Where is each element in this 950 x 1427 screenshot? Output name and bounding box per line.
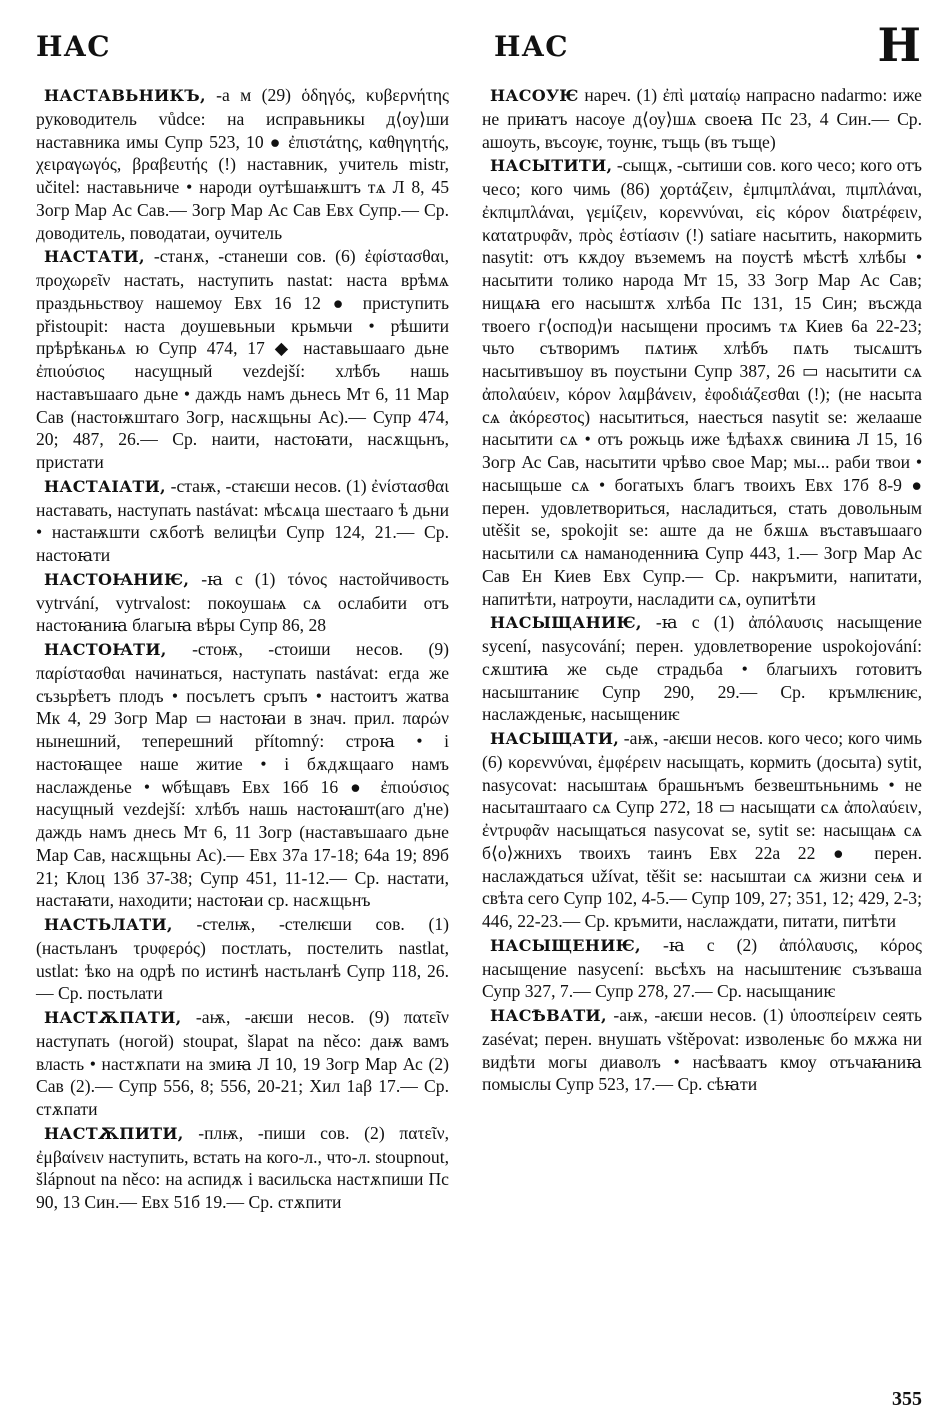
entry-body: -ꙗ с (1) ἀπόλαυσις насыщение sycení, nasycování; перен. удовлетворение uspokojování: сѫштиꙗ же сьде страдьба • благыихъ готовитъ насыштаниѥ Супр 290, 29.— Ср. кръмлѥниѥ, наслажденьѥ, насыщениѥ [482,612,922,725]
page-number: 355 [892,1388,922,1410]
entry-body: нареч. (1) ἐπὶ ματαίῳ напрасно nadarmo: иже не приꙗтъ насоуе д⟨оу⟩шѧ своеꙗ Пс 23, 4 Син.— Ср. ашоуть, въсоуѥ, тоунѥ, тъщь (въ тъще) [482,85,922,152]
entry-headword: НАСТАІАТИ, [44,476,166,496]
entry-headword: НАСТАТИ, [44,247,145,267]
dictionary-entry [36,245,449,474]
entry-body: -ꙗ с (1) τόνος настойчивость vytrvání, vytrvalost: покоушаѩ сѧ ослабити отъ настоꙗниꙗ благыꙗ вѣры Супр 86, 28 [36,568,449,636]
entry-headword: НАСТОꙖТИ, [44,640,167,659]
entry-body: -станѫ, -станеши сов. (6) ἐφίστασθαι, προχωρεῖν настать, наступить nastat: наста врѣмѧ праздьньствоу нашемоу Евх 16 12 ● приступить přistoupit: наста доушевьныи крьмьчи • рѣшити прѣрѣканьѧ ю Супр 474, 17 ◆ наставьшааго дьне ἐπιούσιος насущный vezdejší: хлѣбъ нашь наставъшааго дьне • даждь намъ дьнесь Мт 6, 11 Мар Сав (настоѭштаго Зогр, насѫщьны Ас).— Супр 474, 20; 487, 26.— Ср. наити, настоꙗти, насѫщьнъ, пристати [36,246,449,472]
dictionary-entry [36,638,449,912]
dictionary-entry [482,1004,922,1096]
entry-body: -а м (29) ὁδηγός, κυβερνήτης руководитель vůdce: на исправьникы д⟨оу⟩ши наставника имы Супр 523, 10 ● ἐπιστάτης, καθηγητής, χειραγωγός, βραβευτής (!) наставник, учитель mistr, učitel: наставьниче • народи оутѣшаѭштъ тѧ Л 8, 45 Зогр Мар Ас Сав.— Зогр Мар Ас Сав Евх Супр.— Ср. доводитель, поводатаи, оучитель [36,85,449,243]
entry-headword: НАСЫЩЕНИѤ, [490,935,641,955]
dictionary-entry [482,934,922,1003]
entry-body: -плѭ, -пиши сов. (2) πατεῖν, ἐμβαίνειν наступить, встать на кого-л., что-л. stoupnout, šlápnout na něco: на аспидѫ і васильска настѫпиши Пс 90, 13 Син.— Евх 51б 19.— Ср. стѫпити [36,1122,449,1212]
dictionary-entry [36,1006,449,1121]
dictionary-entry [36,1122,449,1214]
entry-body: -стаѭ, -стаѥши несов. (1) ἐνίστασθαι наставать, наступать nastávat: мѣсѧца шестааго ѣ дьни • настаѭшти сѫботѣ велицѣи Супр 124, 21.— Ср. настоꙗти [36,475,449,565]
dictionary-entry [36,568,449,637]
entry-headword: НАСТѪПАТИ, [44,1008,182,1027]
running-head-left: НАС [36,30,111,63]
dictionary-entry [482,727,922,933]
entry-headword: НАСЫТИТИ, [490,156,613,176]
entry-body: -аѭ, -аѥши несов. (1) ὑποσπείρειν сеять zasévat; перен. внушать vštěpovat: изволеньѥ бо мѫжа ни видѣти могы диаволъ • насѣваатъ кмоу отъчаꙗниꙗ помыслы Супр 523, 17.— Ср. сѣꙗти [482,1005,922,1095]
running-head-center: НАС [494,30,569,63]
left-column [36,84,449,1215]
entry-body: -ꙗ с (2) ἀπόλαυσις, κόρος насыщение nasycení: вьсѣхъ на насыштениѥ съзъваша Супр 327, 7.— Супр 278, 27.— Ср. насыщаниѥ [482,934,922,1002]
entry-headword: НАСЫЩАНИѤ, [490,613,642,633]
entry-headword: НАСѢВАТИ, [490,1006,607,1025]
dictionary-entry [482,611,922,726]
dictionary-entry [36,475,449,567]
right-column [482,84,922,1097]
entry-headword: НАСТѪПИТИ, [44,1123,184,1143]
entry-body: -аѭ, -аѥши несов. (9) πατεῖν наступать (ногой) stoupat, šlapat na něco: даѭ вамъ власть • настѫпати на змиꙗ Л 10, 19 Зогр Мар Ас (2) Сав (2).— Супр 556, 8; 556, 20-21; Хил 1аβ 17.— Ср. стѫпати [36,1007,449,1119]
dictionary-entry [36,913,449,1005]
entry-body: -стелѭ, -стелѥши сов. (1) (настьланъ τρυφερός) постлать, постелить nastlat, ustlat: ѣко на одрѣ по истинѣ настьланѣ Супр 118, 26.— Ср. постьлати [36,914,449,1004]
entry-headword: НАСТОꙖНИѤ, [44,569,190,589]
dictionary-entry [36,84,449,244]
entry-headword: НАСТАВЬНИКЪ, [44,86,206,105]
entry-headword: НАСТЬЛАТИ, [44,915,173,934]
entry-body: -стоѭ, -стоиши несов. (9) παρίστασθαι начинаться, наступать nastávat: егда же съзьрѣетъ плодъ • посълетъ сръпъ • настоитъ жатва Мк 4, 29 Зогр Мар ▭ настоꙗи в знач. прил. παρών нынешний, теперешний přítomný: строꙗ • і настоꙗщее наше житие • і бѫдѫщааго намъ наслажденье • ѡбѣщавъ Евх 16б 16 ● ἐπιούσιος насущный vezdejší: хлѣбъ нашь настоꙗшт(аго д'не) даждь намъ днесь Мт 6, 11 Зогр (наставъшааго дьне Мар Сав, насѫщьны Ас).— Евх 37а 17-18; 64а 19; 89б 21; Клоц 13б 37-38; Супр 451, 11-12.— Ср. настати, настаꙗти, находити; настоꙗи ср. насѫщьнъ [36,639,449,911]
entry-body: -сыщѫ, -сытиши сов. кого чесо; кого отъ чесо; кого чимь (86) χορτάζειν, ἐμπιμπλάναι, πιμπλάναι, ἐκπιμπλάναι, γεμίζειν, κορεννύναι, εἰς κόρον διατρέφειν, κατατρυφᾶν, πρὸς ἑστίασιν (!) satiare насытить, накормить nasytit: отъ кѫдоу въземемъ на поустѣ мѣстѣ хлѣбы • насытити толико народа Мт 15, 33 Зогр Мар Ас Сав; нищѧꙗ его насыштѫ хлѣба Пс 131, 15 Син; въсжда твоего г⟨оспод⟩и насыщени просимъ тѧ Киев 6а 22-23; чьто сътворимъ пѧтиѭ хлѣбъ пѧть тысѧштъ насытивъшоу въ поустыни Супр 387, 26 ▭ насытити сѧ ἀπολαύειν, κόρον λαμβάνειν, ἐφοδιάζεσθαι (!); (не насыта сѧ ἀκόρεστος) насытиться, наесться nasytit se: желааше насытити сѧ • отъ рожьць иже ѣдѣахѫ свиниꙗ Л 15, 16 Зогр Ас Сав, насытити чрѣво свое Мар; мы... раби твои • насыщьше сѧ • богатыхъ благъ твоихъ Евх 17б 8-9 ● перен. удовлетвориться, насладиться, стать довольным utěšit se, spokojit se: аште да не бѫшѧ въставъшааго насытили сѧ наманоденниꙗ Супр 443, 1.— Зогр Мар Ас Сав Ен Киев Евх Супр.— Ср. накръмити, напитати, напитѣти, натроути, насладити сѧ, оупитѣти [482,155,922,609]
dictionary-entry [482,154,922,610]
entry-headword: НАСЫЩАТИ, [490,729,620,748]
section-letter: Н [877,18,922,72]
entry-body: -аѭ, -аѥши несов. кого чесо; кого чимь (6) κορεννύναι, ἐμφέρειν насыщать, кормить (досыта) sytit, nasycovat: насыштаѩ брашьнъмъ безвештьньнимь • не насыташтааго сѧ Супр 272, 18 ▭ насыщати сѧ ἀπολαύειν, ἐντρυφᾶν насыщаться nasycovat se, sytit se: насыщаѩ сѧ б⟨о⟩жнихъ твоихъ таинъ Евх 22а 22 ● перен. наслаждаться užívat, těšit se: насыштаи сѧ жизни сеѩ и свѣта сего Супр 102, 4-5.— Супр 109, 27; 351, 12; 429, 2-3; 446, 22-23.— Ср. кръмити, наслаждати, питати, питѣти [482,728,922,931]
dictionary-entry [482,84,922,153]
entry-headword: НАСОУѤ [490,86,579,105]
